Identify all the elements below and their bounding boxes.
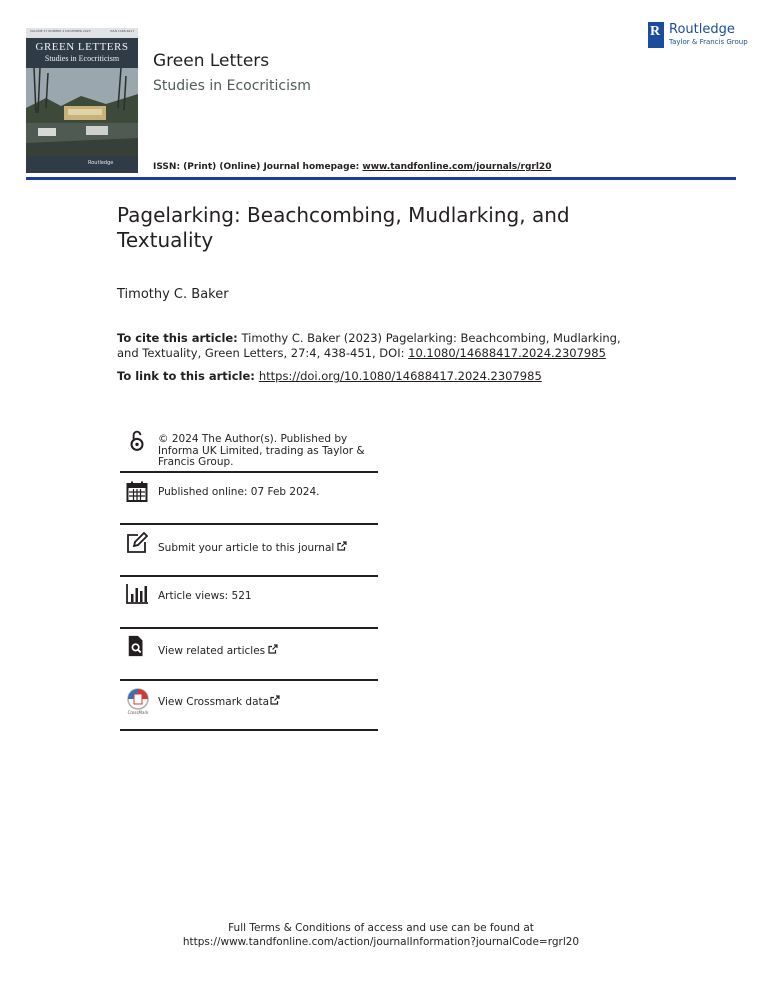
routledge-mark-icon: R bbox=[648, 22, 664, 48]
footer-terms: Full Terms & Conditions of access and use can be found at bbox=[228, 922, 534, 934]
publisher-name: Routledge bbox=[669, 22, 735, 37]
open-access-icon bbox=[126, 430, 148, 452]
doi-link[interactable]: 10.1080/14688417.2024.2307985 bbox=[408, 346, 606, 360]
footer-url[interactable]: https://www.tandfonline.com/action/journalInformation?journalCode=rgrl20 bbox=[182, 935, 580, 948]
views-row bbox=[120, 582, 378, 629]
citation-text: Timothy C. Baker (2023) Pagelarking: Beachcombing, Mudlarking, and Textuality, Green Letters, 27:4, 438-451, DOI: bbox=[117, 331, 621, 360]
journal-title: Green Letters bbox=[153, 51, 270, 71]
header-divider bbox=[26, 177, 736, 180]
external-link-icon bbox=[268, 644, 278, 654]
published-row bbox=[120, 478, 378, 525]
cover-subtitle: Studies in Ecocriticism bbox=[44, 54, 120, 63]
edit-icon bbox=[126, 532, 148, 554]
link-label: To link to this article: bbox=[117, 369, 259, 383]
article-views: Article views: 521 bbox=[158, 590, 252, 602]
open-access-row bbox=[120, 428, 378, 473]
footer bbox=[0, 922, 762, 949]
related-articles-link[interactable]: View related articles bbox=[158, 644, 278, 658]
cover-title: GREEN LETTERS bbox=[35, 41, 129, 53]
cover-photo bbox=[26, 68, 138, 156]
cover-strip bbox=[26, 28, 138, 38]
citation bbox=[117, 331, 637, 361]
article-link-line bbox=[117, 369, 542, 383]
crossmark-row[interactable] bbox=[120, 686, 378, 732]
open-access-text: © 2024 The Author(s). Published by Informa UK Limited, trading as Taylor & Francis Group. bbox=[158, 433, 365, 468]
issn-line bbox=[153, 162, 551, 172]
published-date: Published online: 07 Feb 2024. bbox=[158, 486, 320, 498]
divider bbox=[120, 575, 378, 577]
submit-article-link[interactable]: Submit your article to this journal bbox=[158, 541, 347, 555]
journal-homepage-link[interactable]: www.tandfonline.com/journals/rgrl20 bbox=[362, 162, 552, 172]
divider bbox=[120, 471, 378, 473]
issn-prefix: ISSN: (Print) (Online) Journal homepage: bbox=[153, 162, 363, 172]
cover-footer bbox=[26, 156, 138, 173]
crossmark-icon bbox=[124, 687, 152, 715]
journal-cover bbox=[26, 28, 138, 173]
cover-volume-info: VOLUME 27 NUMBER 4 DECEMBER 2023 bbox=[30, 29, 91, 33]
submit-row[interactable] bbox=[120, 530, 378, 577]
citation-label: To cite this article: bbox=[117, 331, 238, 345]
svg-text:CrossMark: CrossMark bbox=[127, 710, 149, 715]
divider bbox=[120, 627, 378, 629]
article-author: Timothy C. Baker bbox=[117, 287, 229, 302]
journal-subtitle: Studies in Ecocriticism bbox=[153, 78, 311, 94]
divider bbox=[120, 523, 378, 525]
divider bbox=[120, 679, 378, 681]
calendar-icon bbox=[126, 481, 148, 503]
bar-chart-icon bbox=[126, 583, 148, 605]
routledge-logo[interactable] bbox=[648, 22, 748, 48]
external-link-icon bbox=[337, 541, 347, 551]
article-doi-url[interactable]: https://doi.org/10.1080/14688417.2024.2307985 bbox=[258, 369, 542, 383]
cover-issn: ISSN 1468-8417 bbox=[110, 29, 135, 33]
external-link-icon bbox=[270, 695, 280, 705]
related-row[interactable] bbox=[120, 634, 378, 681]
article-title: Pagelarking: Beachcombing, Mudlarking, and Textuality bbox=[117, 203, 570, 252]
document-search-icon bbox=[126, 635, 148, 657]
crossmark-link[interactable]: View Crossmark data bbox=[158, 695, 280, 709]
divider bbox=[120, 729, 378, 731]
publisher-group: Taylor & Francis Group bbox=[669, 38, 748, 46]
cover-publisher-mark: Routledge bbox=[88, 160, 114, 166]
